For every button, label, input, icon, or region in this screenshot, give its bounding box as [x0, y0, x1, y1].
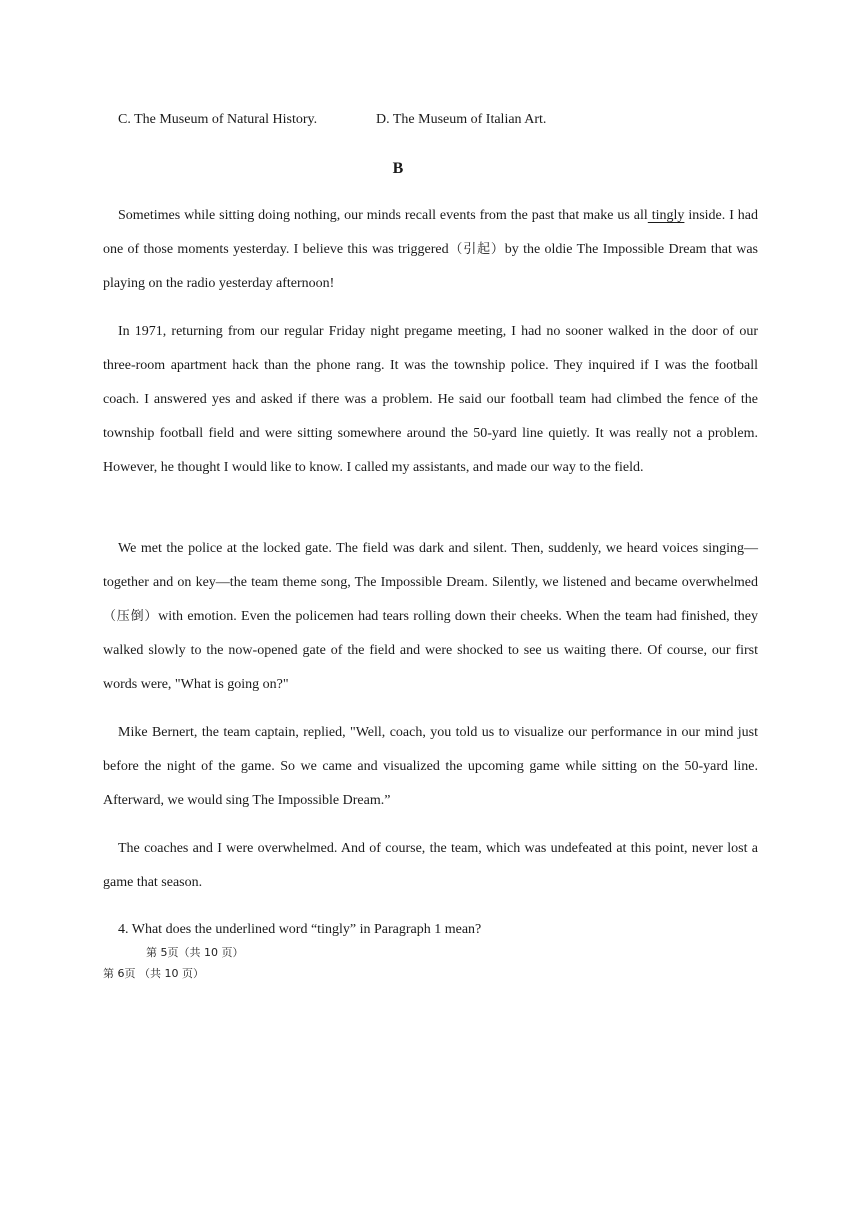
paragraph-5: The coaches and I were overwhelmed. And of course, the team, which was undefeated at this point, never lost a game that season. [103, 841, 758, 890]
paragraph-3-text-start: We met the police at the locked gate. The field was dark and silent. Then, suddenly, we heard voices singing—together and on key—the team theme song, The Impossible Dream. Silently, we listened and became overwhelmed [103, 541, 758, 590]
paragraph-3-text-end: with emotion. Even the policemen had tears rolling down their cheeks. When the team had finished, they walked slowly to the now-opened gate of the field and were shocked to see us waiting there. Of course, our first words were, "What is going on?" [103, 609, 758, 692]
chinese-gloss: （压倒） [103, 609, 159, 624]
answer-options-row [118, 110, 547, 130]
paragraph-1-text-middle: inside. I had one of those moments yesterday. I believe this was triggered [103, 208, 759, 257]
underlined-word: tingly [647, 208, 685, 223]
paragraph-2: In 1971, returning from our regular Friday night pregame meeting, I had no sooner walked in the door of our three-room apartment hack than the phone rang. It was the township police. They inquired if I was the football coach. I answered yes and asked if there was a problem. He said our football team had climbed the fence of the township football field and were sitting somewhere around the 50-yard line quietly. It was really not a problem. However, he thought I would like to know. I called my assistants, and made our way to the field. [103, 324, 758, 475]
option-d: D. The Museum of Italian Art. [376, 112, 547, 127]
paragraph-3 [103, 532, 758, 702]
paragraph-4: Mike Bernert, the team captain, replied, "Well, coach, you told us to visualize our performance in our mind just before the night of the game. So we came and visualized the upcoming game while sitting on the 50-yard line. Afterward, we would sing The Impossible Dream.” [103, 725, 758, 808]
page-footer-current: 第 5页（共 10 页） [146, 946, 244, 959]
question-4: 4. What does the underlined word “tingly” in Paragraph 1 mean? [118, 922, 482, 937]
paragraph-1-text-end: by the oldie The Impossible Dream that was playing on the radio yesterday afternoon! [103, 242, 758, 291]
section-heading: B [392, 160, 404, 177]
paragraph-1 [103, 199, 758, 301]
paragraph-1-text-start: Sometimes while sitting doing nothing, our minds recall events from the past that make us all [118, 208, 648, 223]
chinese-gloss: （引起） [448, 242, 505, 257]
option-c: C. The Museum of Natural History. [118, 112, 318, 127]
page-footer-next: 第 6页 （共 10 页） [103, 967, 204, 980]
